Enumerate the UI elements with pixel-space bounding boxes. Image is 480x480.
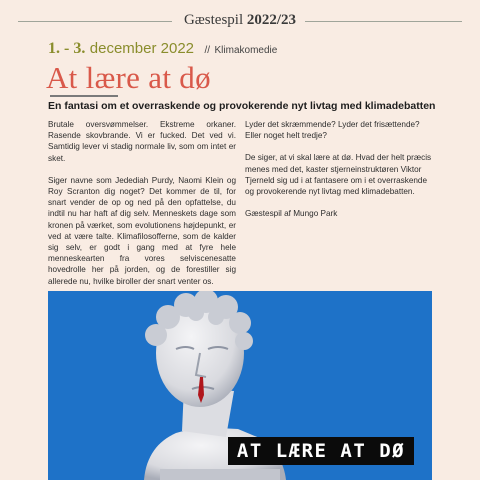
body-column-left bbox=[48, 119, 236, 298]
body-paragraph: De siger, at vi skal lære at dø. Hvad der helt præcis menes med det, kaster stjerneinstruktøren Viktor Tjerneld sig ud i at fantasere om i et overraskende og provokerende nyt livtag med klimadebatten. bbox=[245, 153, 432, 197]
credit-line: Gæstespil af Mungo Park bbox=[245, 209, 338, 219]
event-days: 1. - 3. bbox=[48, 40, 86, 57]
subtitle: En fantasi om et overraskende og provokerende nyt livtag med klimadebatten bbox=[48, 100, 436, 112]
body-column-right bbox=[245, 119, 433, 230]
bust-base bbox=[160, 469, 280, 480]
title-underline bbox=[50, 95, 118, 97]
poster-photo bbox=[48, 291, 432, 480]
season-header bbox=[0, 6, 480, 34]
overlay-title-text: AT LÆRE AT DØ bbox=[236, 440, 406, 462]
body-paragraph: Brutale oversvømmelser. Ekstreme orkaner. Rasende skovbrande. Vi er fucked. Det ved vi. Samtidig lever vi stadig normale liv, som om intet er sket. bbox=[48, 120, 236, 163]
date-separator: // bbox=[204, 45, 211, 56]
body-paragraph: Lyder det skræmmende? Lyder det frisættende? Eller noget helt tredje? bbox=[245, 120, 420, 141]
season-label-prefix: Gæstespil bbox=[183, 11, 244, 28]
page-title: At lære at dø bbox=[46, 60, 211, 95]
header-rule-left bbox=[18, 21, 172, 22]
season-years: 2022/23 bbox=[246, 11, 297, 28]
body-paragraph: Siger navne som Jedediah Purdy, Naomi Klein og Roy Scranton dig noget? Det kommer de til, for snart vender de op og ned på den opfattelse, du indtil nu har haft af dig selv. Menneskets dage som kronen på værket, som evolutionens højdepunkt, er ved at være talte. Klimafilosofferne, som de kalder sig selv, er godt i gang med at fyre hele menneskearten fra vores selviscenesatte hovedrolle her på jorden, og de forestiller sig allerede nu, hvilke biroller der snart venter os. bbox=[48, 175, 236, 286]
header-rule-right bbox=[305, 21, 462, 22]
title-overlay bbox=[228, 437, 414, 465]
event-month-year: december 2022 bbox=[89, 40, 195, 57]
event-date-line bbox=[48, 40, 277, 58]
event-category: Klimakomedie bbox=[214, 45, 278, 56]
season-label bbox=[178, 12, 302, 29]
